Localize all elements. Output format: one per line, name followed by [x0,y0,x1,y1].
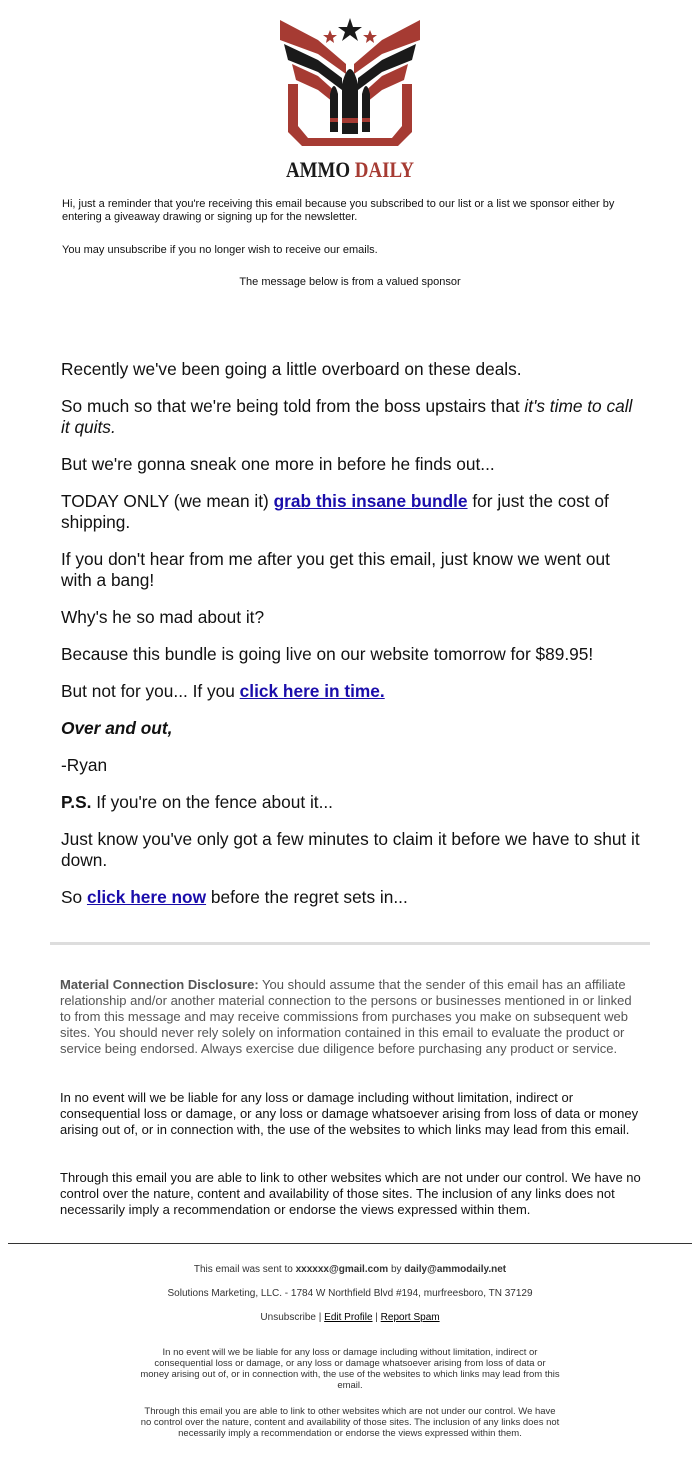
winged-bullets-logo-icon [278,14,422,154]
message-paragraph-2: So much so that we're being told from the boss upstairs that it's time to call it quits. [61,396,633,437]
sponsor-note: The message below is from a valued sponsor [239,276,461,288]
message-paragraph-4: TODAY ONLY (we mean it) grab this insane bundle for just the cost of shipping. [61,491,609,532]
message-paragraph-6: Why's he so mad about it? [61,607,265,627]
sender-email: daily@ammodaily.net [404,1264,507,1275]
click-here-in-time-link[interactable]: click here in time. [239,681,385,701]
message-paragraph-3: But we're gonna sneak one more in before he finds out... [61,454,495,474]
italic-phrase: it's time to call it quits. [61,396,633,437]
message-paragraph-12: Just know you've only got a few minutes to claim it before we have to shut it down. [61,829,640,870]
report-spam-link[interactable]: Report Spam [380,1312,440,1323]
sent-to-line: This email was sent to xxxxxx@gmail.com by daily@ammodaily.net [193,1264,507,1275]
message-paragraph-8: But not for you... If you click here in time. [61,681,385,701]
footer-links: Unsubscribe | Edit Profile | Report Spam [260,1312,440,1323]
brand-part-ammo: AMMO [285,157,351,182]
footer-divider [8,1243,692,1244]
message-paragraph-1: Recently we've been going a little overboard on these deals. [61,359,522,379]
brand-name [49,157,651,183]
message-paragraph-9 [61,718,641,739]
subscription-reminder: Hi, just a reminder that you're receiving this email because you subscribed to our list or a list we sponsor either by entering a giveaway drawing or signing up for the newsletter. [62,198,615,223]
grab-bundle-link[interactable]: grab this insane bundle [273,491,468,511]
material-connection-disclosure: Material Connection Disclosure: You should assume that the sender of this email has an affiliate relationship and/or another material connection to the persons or businesses mentioned in or linked to from this message and may receive commissions from purchases you make on subsequent web sites. You should never rely solely on information contained in this email to evaluate the product or service being endorsed. Always exercise due diligence before purchasing any product or service. [60,977,632,1056]
message-paragraph-7: Because this bundle is going live on our website tomorrow for $89.95! [61,644,594,664]
company-address: Solutions Marketing, LLC. - 1784 W Northfield Blvd #194, murfreesboro, TN 37129 [167,1288,533,1299]
message-paragraph-13: So click here now before the regret sets in... [61,887,408,907]
sign-off: Over and out, [61,718,173,738]
recipient-email: xxxxxx@gmail.com [295,1264,389,1275]
click-here-now-link[interactable]: click here now [86,887,207,907]
edit-profile-link[interactable]: Edit Profile [324,1312,373,1323]
liability-disclaimer: In no event will we be liable for any loss or damage including without limitation, indirect or consequential loss or damage, or any loss or damage whatsoever arising from loss of data or money arising out of, or in connection with, the use of the websites to which links may lead from this email. [60,1090,639,1137]
footer-links-disclaimer: Through this email you are able to link to other websites which are not under our control. We have no control over the nature, content and availability of those sites. The inclusion of any links does not necessarily imply a recommendation or endorse the views expressed within them. [140,1406,560,1439]
logo [0,14,700,159]
message-paragraph-11: P.S. If you're on the fence about it... [61,792,333,812]
footer-liability: In no event will we be liable for any loss or damage including without limitation, indirect or consequential loss or damage, or any loss or damage whatsoever arising from loss of data or money arising out of, or in connection with, the use of the websites to which links may lead from this email. [140,1347,560,1391]
signature: -Ryan [61,755,108,775]
external-links-disclaimer: Through this email you are able to link to other websites which are not under our control. We have no control over the nature, content and availability of those sites. The inclusion of any links does not necessarily imply a recommendation or endorse the views expressed within them. [60,1170,641,1217]
divider [50,942,650,945]
unsubscribe-link[interactable]: Unsubscribe [260,1312,316,1323]
unsubscribe-note: You may unsubscribe if you no longer wish to receive our emails. [62,244,378,256]
message-paragraph-10 [61,755,641,776]
disclosure-heading: Material Connection Disclosure: [60,977,259,992]
brand-part-daily: DAILY [354,157,415,182]
message-paragraph-5: If you don't hear from me after you get this email, just know we went out with a bang! [61,549,610,590]
